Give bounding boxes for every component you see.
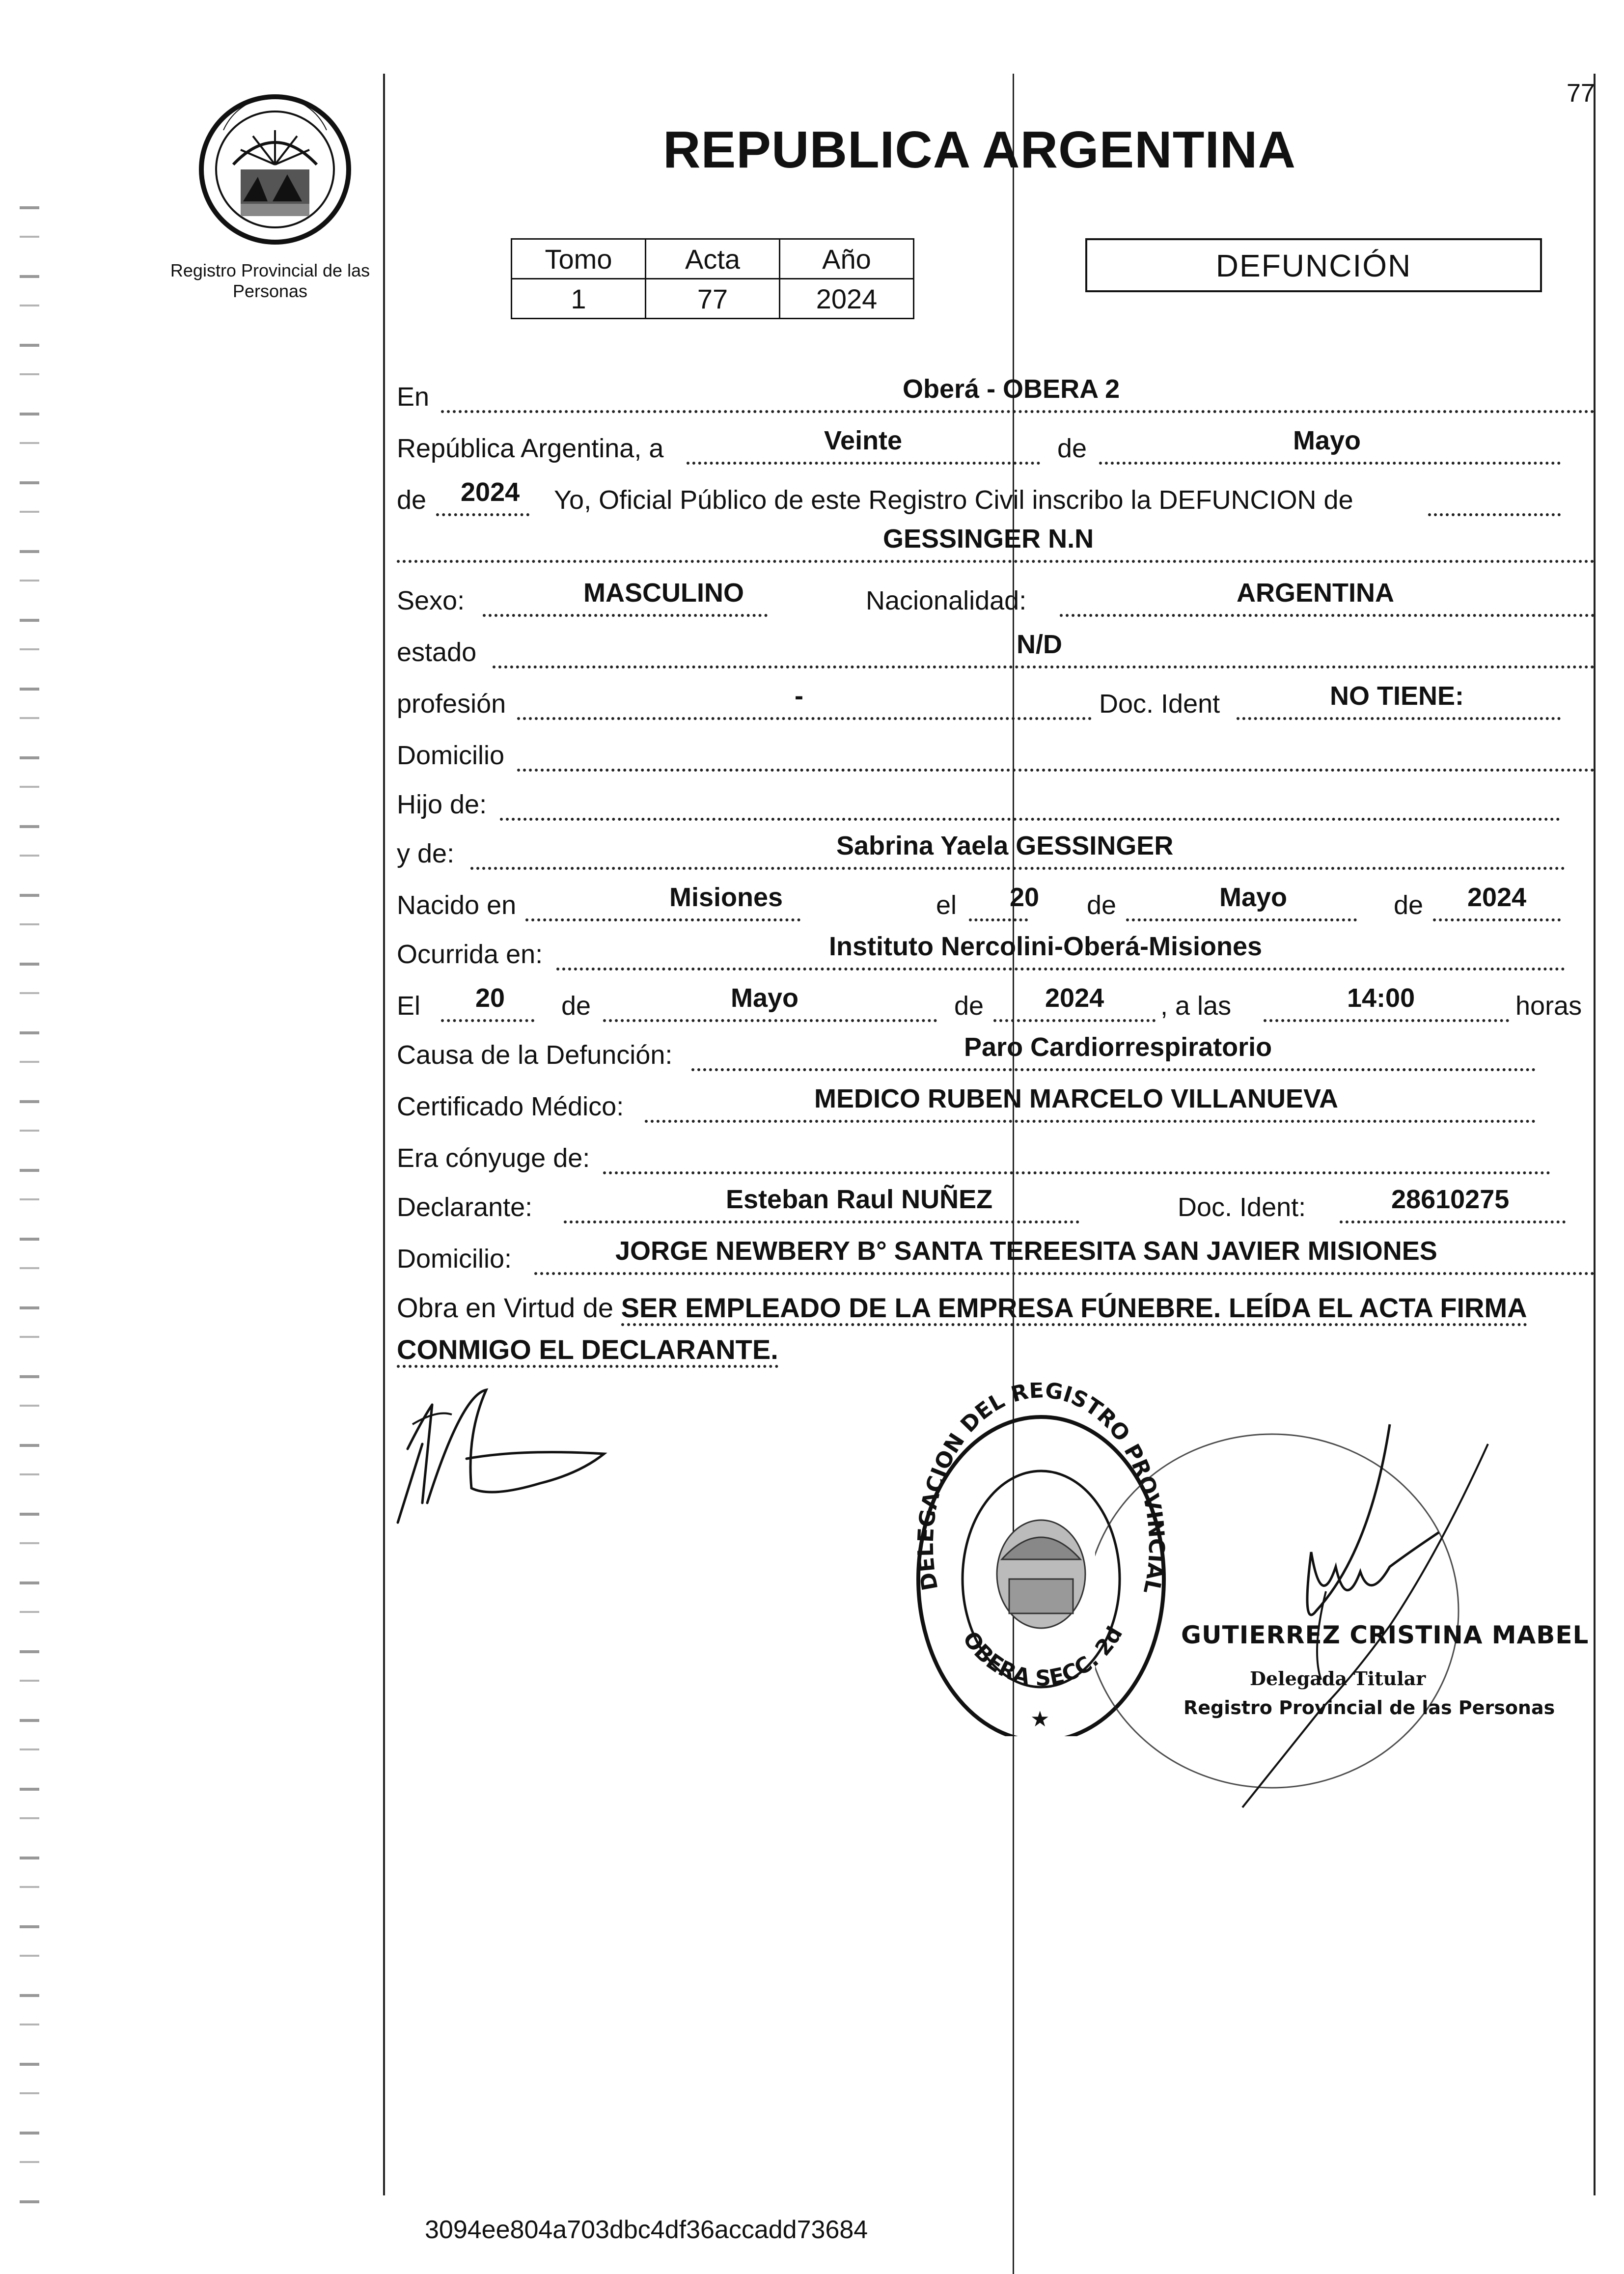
profesion-label: profesión — [397, 689, 506, 719]
acta-table — [511, 238, 914, 319]
domicilio-label: Domicilio — [397, 741, 505, 770]
stamp-text-bottom: OBERA SECC. 2d — [958, 1622, 1128, 1692]
document-type-box: DEFUNCIÓN — [1085, 238, 1542, 292]
row-en — [397, 371, 1595, 415]
declarante-doc-label: Doc. Ident: — [1178, 1192, 1306, 1222]
causa-value: Paro Cardiorrespiratorio — [964, 1032, 1272, 1062]
conyuge-label: Era cónyuge de: — [397, 1143, 590, 1173]
nacionalidad-label: Nacionalidad: — [866, 586, 1027, 615]
nacido-year: 2024 — [1467, 883, 1527, 912]
de-label: de — [1057, 434, 1087, 463]
profesion-value: - — [795, 681, 803, 711]
hijo-de-label: Hijo de: — [397, 790, 487, 819]
obra-value-1: SER EMPLEADO DE LA EMPRESA FÚNEBRE. LEÍDA EL ACTA FIRMA — [621, 1292, 1527, 1326]
nacido-place: Misiones — [669, 883, 783, 912]
a-las-label: , a las — [1160, 991, 1232, 1021]
nacido-label: Nacido en — [397, 890, 517, 920]
row-domicilio — [397, 729, 1595, 774]
nacido-month: Mayo — [1219, 883, 1288, 912]
document-hash: 3094ee804a703dbc4df36accadd73684 — [425, 2216, 868, 2244]
certificado-label: Certificado Médico: — [397, 1092, 624, 1121]
doc-ident-label: Doc. Ident — [1099, 689, 1220, 719]
row-republica — [397, 422, 1595, 467]
acta-header: Acta — [646, 239, 780, 279]
row-declarante — [397, 1181, 1595, 1225]
row-profesion — [397, 678, 1595, 722]
declarante-doc-value: 28610275 — [1391, 1185, 1510, 1214]
left-margin-rule — [383, 74, 385, 2195]
obra-value-2: CONMIGO EL DECLARANTE. — [397, 1334, 778, 1368]
declarante-label: Declarante: — [397, 1192, 533, 1222]
defuncion-month: Mayo — [731, 983, 799, 1013]
defuncion-year: 2024 — [1045, 983, 1104, 1013]
domicilio-declarante-label: Domicilio: — [397, 1244, 512, 1274]
scan-noise — [20, 206, 39, 2220]
nacido-de2-label: de — [1394, 890, 1424, 920]
en-value: Oberá - OBERA 2 — [903, 374, 1120, 404]
obra-line-1 — [397, 1292, 1527, 1324]
nacionalidad-value: ARGENTINA — [1237, 578, 1394, 608]
stamp-text-top: DELEGACION DEL REGISTRO PROVINCIAL — [913, 1383, 1169, 1596]
defuncion-time: 14:00 — [1347, 983, 1415, 1013]
tomo-header: Tomo — [512, 239, 646, 279]
el-de2-label: de — [954, 991, 984, 1021]
inscribo-text: Yo, Oficial Público de este Registro Civil inscribo la DEFUNCION de — [554, 485, 1353, 515]
estado-value: N/D — [1017, 630, 1062, 659]
day-value: Veinte — [824, 426, 903, 455]
row-hijo-de — [397, 778, 1595, 823]
sexo-label: Sexo: — [397, 586, 465, 615]
row-sexo — [397, 575, 1595, 619]
anio-header: Año — [780, 239, 914, 279]
nacido-day: 20 — [1010, 883, 1040, 912]
republica-label: República Argentina, a — [397, 434, 664, 463]
page-number: 77 — [1567, 79, 1595, 108]
anio-value: 2024 — [780, 279, 914, 319]
svg-text:★: ★ — [1030, 1707, 1050, 1732]
estado-label: estado — [397, 638, 477, 667]
el-label: El — [397, 991, 421, 1021]
official-office: Registro Provincial de las Personas — [1184, 1697, 1555, 1719]
y-de-value: Sabrina Yaela GESSINGER — [836, 831, 1174, 860]
acta-value: 77 — [646, 279, 780, 319]
nacido-de-label: de — [1087, 890, 1117, 920]
ocurrida-label: Ocurrida en: — [397, 940, 543, 969]
row-deceased-name — [397, 521, 1595, 565]
obra-label: Obra en Virtud de — [397, 1292, 614, 1323]
row-y-de — [397, 828, 1595, 872]
tomo-value: 1 — [512, 279, 646, 319]
row-conyuge — [397, 1132, 1595, 1176]
de-year-label: de — [397, 485, 427, 515]
row-certificado — [397, 1081, 1595, 1125]
page-title: REPUBLICA ARGENTINA — [663, 121, 1296, 179]
certificado-value: MEDICO RUBEN MARCELO VILLANUEVA — [814, 1084, 1339, 1113]
sexo-value: MASCULINO — [583, 578, 744, 608]
nacido-el-label: el — [936, 890, 957, 920]
registry-name: Registro Provincial de las Personas — [170, 260, 370, 301]
province-seal — [194, 91, 356, 248]
deceased-name: GESSINGER N.N — [883, 524, 1094, 554]
row-ocurrida — [397, 928, 1595, 972]
horas-label: horas — [1515, 991, 1582, 1021]
declarant-signature — [393, 1375, 648, 1532]
en-label: En — [397, 382, 430, 412]
row-estado — [397, 626, 1595, 670]
obra-line-2 — [397, 1333, 778, 1365]
row-nacido — [397, 879, 1595, 923]
official-title: Delegada Titular — [1250, 1667, 1426, 1690]
year-value: 2024 — [461, 477, 520, 507]
official-name: GUTIERREZ CRISTINA MABEL — [1181, 1621, 1589, 1649]
causa-label: Causa de la Defunción: — [397, 1040, 673, 1070]
row-causa — [397, 1029, 1595, 1073]
y-de-label: y de: — [397, 839, 455, 868]
domicilio-declarante-value: JORGE NEWBERY B° SANTA TEREESITA SAN JAVIER MISIONES — [615, 1236, 1437, 1266]
declarante-value: Esteban Raul NUÑEZ — [726, 1185, 993, 1214]
defuncion-day: 20 — [475, 983, 505, 1013]
row-fecha-defuncion — [397, 980, 1595, 1024]
el-de-label: de — [561, 991, 591, 1021]
doc-ident-value: NO TIENE: — [1330, 681, 1464, 711]
row-year — [397, 474, 1595, 518]
row-domicilio-declarante — [397, 1233, 1595, 1277]
month-value: Mayo — [1293, 426, 1361, 455]
ocurrida-value: Instituto Nercolini-Oberá-Misiones — [829, 932, 1263, 961]
